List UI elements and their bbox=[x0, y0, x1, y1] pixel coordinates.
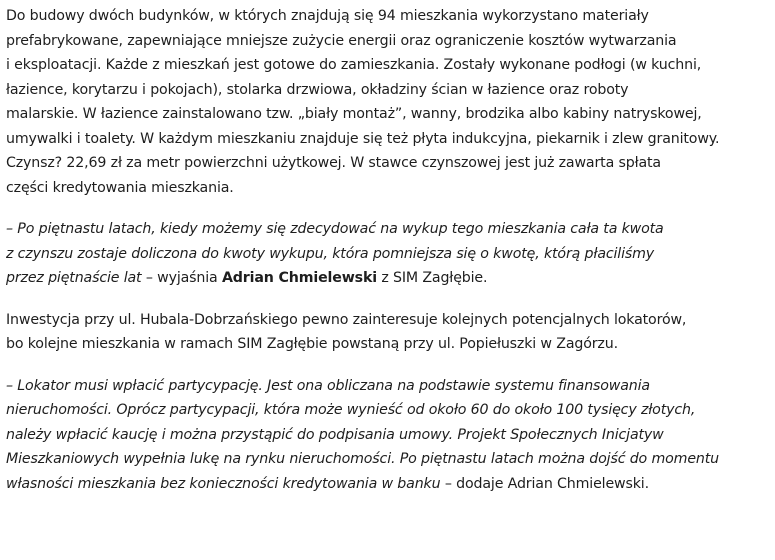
paragraph-building-materials bbox=[6, 4, 769, 200]
paragraph-investment bbox=[6, 308, 769, 357]
speaker-name: Adrian Chmielewski bbox=[221, 270, 377, 286]
attribution: – dodaje Adrian Chmielewski. bbox=[440, 475, 649, 492]
attribution-prefix: – wyjaśnia bbox=[141, 270, 222, 286]
text-line: prefabrykowane, zapewniające mniejsze zużycie energii oraz ograniczenie kosztów wytwarzania bbox=[6, 32, 677, 49]
text-line: Inwestycja przy ul. Hubala-Dobrzańskiego pewno zainteresuje kolejnych potencjalnych lokatorów, bbox=[6, 311, 687, 328]
quote-line: Mieszkaniowych wypełnia lukę na rynku nieruchomości. Po piętnastu latach można dojść do momentu bbox=[6, 451, 719, 467]
text-line: malarskie. W łazience zainstalowano tzw. „biały montaż”, wanny, brodzika albo kabiny natryskowej, bbox=[6, 106, 702, 122]
text-line: Do budowy dwóch budynków, w których znajdują się 94 mieszkania wykorzystano materiały bbox=[6, 8, 649, 24]
quote-line: – Po piętnastu latach, kiedy możemy się zdecydować na wykup tego mieszkania cała ta kwota bbox=[6, 221, 664, 237]
quote-line: – Lokator musi wpłacić partycypację. Jest ona obliczana na podstawie systemu finansowania bbox=[6, 377, 650, 394]
text-line: łazience, korytarzu i pokojach), stolarka drzwiowa, okładziny ścian w łazience oraz roboty bbox=[6, 81, 629, 98]
text-line: umywalki i toalety. W każdym mieszkaniu znajduje się też płyta indukcyjna, piekarnik i zlew granitowy. bbox=[6, 130, 720, 147]
text-line: części kredytowania mieszkania. bbox=[6, 179, 234, 196]
paragraph-quote-participation bbox=[6, 374, 769, 497]
quote-line: przez piętnaście lat bbox=[6, 270, 142, 286]
text-line: bo kolejne mieszkania w ramach SIM Zagłębie powstaną przy ul. Popiełuszki w Zagórzu. bbox=[6, 336, 618, 352]
text-line: i eksploatacji. Każde z mieszkań jest gotowe do zamieszkania. Zostały wykonane podłogi (w kuchni, bbox=[6, 57, 702, 73]
attribution-suffix: z SIM Zagłębie. bbox=[376, 270, 488, 286]
quote-line: własności mieszkania bez konieczności kredytowania w banku bbox=[6, 475, 441, 492]
quote-line: należy wpłacić kaucję i można przystąpić do podpisania umowy. Projekt Społecznych Inicjatyw bbox=[6, 426, 664, 443]
paragraph-quote-buyout bbox=[6, 217, 769, 291]
quote-line: z czynszu zostaje doliczona do kwoty wykupu, która pomniejsza się o kwotę, którą płaciliśmy bbox=[6, 245, 655, 262]
text-line: Czynsz? 22,69 zł za metr powierzchni użytkowej. W stawce czynszowej jest już zawarta spłata bbox=[6, 155, 661, 171]
quote-line: nieruchomości. Oprócz partycypacji, która może wynieść od około 60 do około 100 tysięcy złotych, bbox=[6, 402, 696, 418]
